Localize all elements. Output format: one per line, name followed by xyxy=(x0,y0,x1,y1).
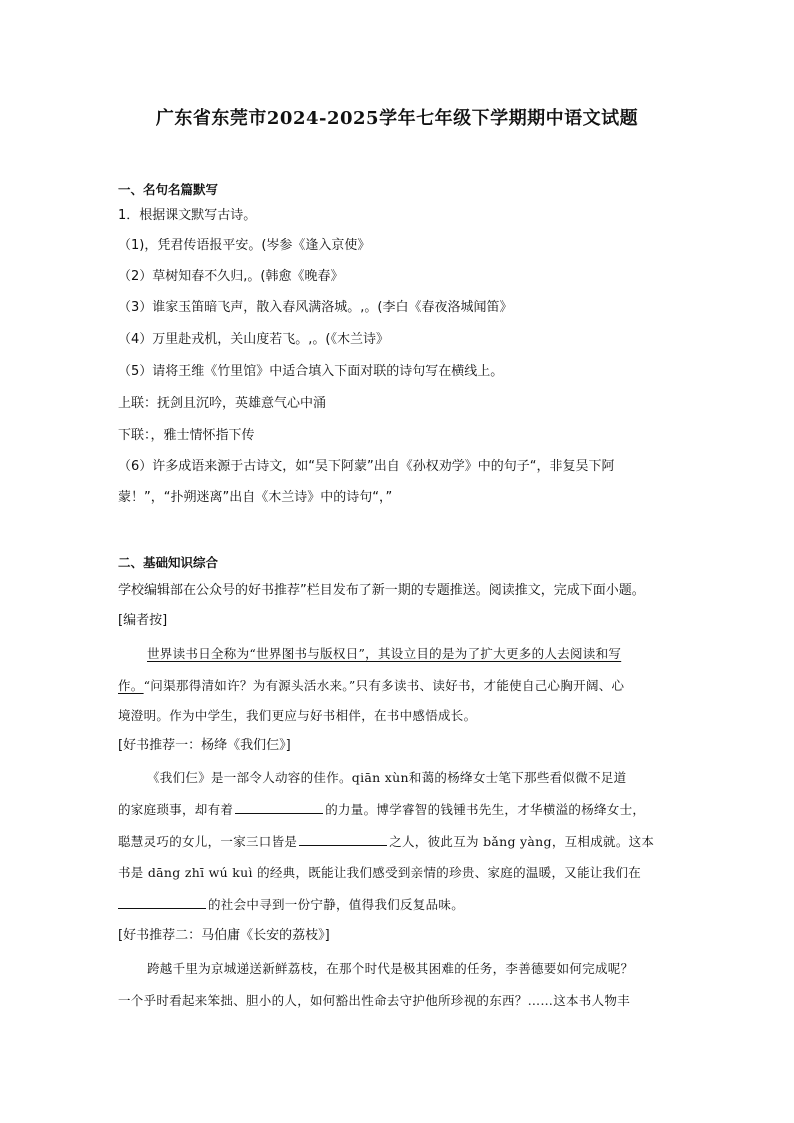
editor-note-tag: [编者按] xyxy=(118,613,168,628)
answer-blank-1[interactable] xyxy=(235,801,323,814)
recommendation-1-tag: [好书推荐一：杨绛《我们仨》] xyxy=(118,738,291,753)
rec1-line-2 xyxy=(118,801,645,819)
rec1-line-5-b: 的社会中寻到一份宁静，值得我们反复品味。 xyxy=(208,897,465,912)
question-1-item-4: （4）万里赴戎机，关山度若飞。,。(《木兰诗》 xyxy=(118,332,389,347)
question-1: 1．根据课文默写古诗。 xyxy=(118,208,257,223)
question-1-item-3: （3）谁家玉笛暗飞声，散入春风满洛城。,。(李白《春夜洛城闻笛》 xyxy=(118,300,513,315)
rec2-line-2: 一个乎时看起来笨拙、胆小的人，如何豁出性命去守护他所珍视的东西？……这本书人物丰 xyxy=(118,993,631,1008)
recommendation-2-tag: [好书推荐二：马伯庸《长安的荔枝》] xyxy=(118,928,330,943)
editor-note-quote: “问渠那得清如许？为有源头活水来。”只有多读书、读好书，才能使自己心胸开阔、心 xyxy=(143,678,625,693)
rec1-line-2-a: 的家庭琐事，却有着 xyxy=(118,802,234,817)
couplet-upper: 上联：抚剑且沉吟，英雄意气心中涌 xyxy=(118,396,327,411)
rec1-line-5 xyxy=(118,896,464,914)
section1-heading: 一、名句名篇默写 xyxy=(118,182,219,197)
couplet-lower: 下联：，雅士情怀指下传 xyxy=(118,428,255,443)
question-1-item-1: （1)，凭君传语报平安。(岑参《逢入京使》 xyxy=(118,238,371,253)
section2-heading: 二、基础知识综合 xyxy=(118,555,219,570)
editor-note-underlined-sentence: 世界读书日全称为“世界图书与版权日”，其设立目的是为了扩大更多的人去阅读和写 xyxy=(147,646,622,661)
section2-intro: 学校编辑部在公众号的好书推荐”栏目发布了新一期的专题推送。阅读推文，完成下面小题。 xyxy=(118,583,645,598)
rec1-line-2-b: 的力量。博学睿智的钱锺书先生，才华横溢的杨绛女士， xyxy=(325,802,646,817)
question-1-item-2: （2）草树知春不久归,。(韩愈《晚春》 xyxy=(118,269,344,284)
rec1-line-3 xyxy=(118,833,654,851)
editor-note-line-3: 境澄明。作为中学生，我们更应与好书相伴，在书中感悟成长。 xyxy=(118,708,477,723)
question-1-item-5: （5）请将王维《竹里馆》中适合填入下面对联的诗句写在横线上。 xyxy=(118,364,504,379)
rec1-line-1: 《我们仨》是一部令人动容的佳作。qiān xùn和蔼的杨绛女士笔下那些看似微不足道 xyxy=(147,770,627,785)
question-1-item-6: （6）许多成语来源于古诗文，如“吴下阿蒙”出自《孙权劝学》中的句子“，非复吴下阿 xyxy=(118,459,615,474)
answer-blank-3[interactable] xyxy=(118,896,206,909)
answer-blank-2[interactable] xyxy=(299,833,387,846)
rec1-line-4: 书是 dāng zhī wú kuì 的经典，既能让我们感受到亲情的珍贵、家庭的温暖，又能让我们在 xyxy=(118,865,642,880)
question-1-item-6-cont: 蒙！”，“扑朔迷离”出自《木兰诗》中的诗句“，” xyxy=(118,490,393,505)
editor-note-line-1 xyxy=(147,645,621,663)
page-title: 广东省东莞市2024-2025学年七年级下学期期中语文试题 xyxy=(155,108,639,129)
editor-note-line-2 xyxy=(118,677,624,695)
editor-note-underlined-end: 作。 xyxy=(118,678,144,693)
rec1-line-3-b: 之人，彼此互为 bǎng yàng，互相成就。这本 xyxy=(389,834,655,849)
rec2-line-1: 跨越千里为京城递送新鲜荔枝，在那个时代是极其困难的任务，李善德要如何完成呢？ xyxy=(147,961,634,976)
rec1-line-3-a: 聪慧灵巧的女儿，一家三口皆是 xyxy=(118,834,298,849)
